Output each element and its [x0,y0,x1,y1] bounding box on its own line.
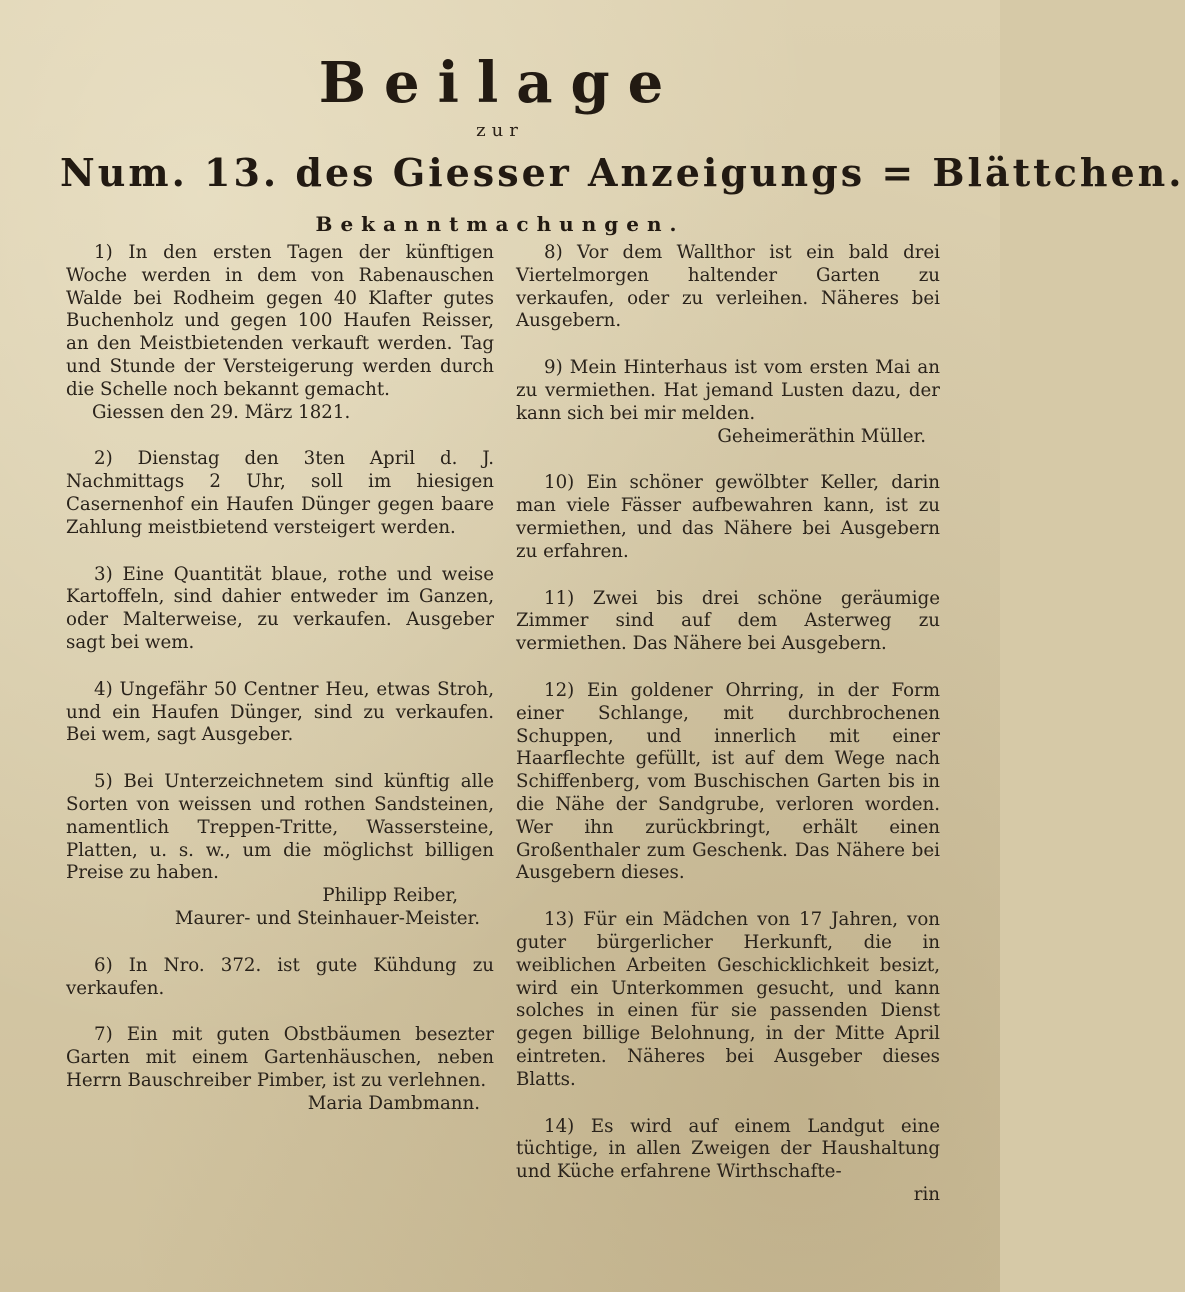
notice-10 [516,472,940,563]
notice-text: 14) Es wird auf einem Landgut eine tüchtige, in allen Zweigen der Haushaltung und Küche erfahrene Wirthschafte- [516,1115,940,1183]
notice-9 [516,357,940,448]
notice-2 [66,448,494,539]
title-connector: zur [476,120,524,141]
notice-text: 6) In Nro. 372. ist gute Kühdung zu verkaufen. [66,954,494,999]
notice-signature: Maria Dambmann. [307,1092,480,1114]
right-column [516,242,940,1231]
notice-11 [516,588,940,656]
notice-text: 8) Vor dem Wallthor ist ein bald drei Viertelmorgen haltender Garten zu verkaufen, oder zu verleihen. Näheres bei Ausgebern. [516,242,940,332]
notice-12 [516,680,940,885]
notice-text: 3) Eine Quantität blaue, rothe und weise Kartoffeln, sind dahier entweder im Ganzen, oder Malterweise, zu verkaufen. Ausgeber sagt bei wem. [66,563,494,653]
notice-1 [66,242,494,424]
notice-text: 9) Mein Hinterhaus ist vom ersten Mai an zu vermiethen. Hat jemand Lusten dazu, der kann sich bei mir melden. [516,357,940,424]
page-subtitle: Num. 13. des Giesser Anzeigungs = Blättchen. [60,150,1185,195]
notice-text: 12) Ein goldener Ohrring, in der Form einer Schlange, mit durchbrochenen Schuppen, und innerlich mit einer Haarflechte gefüllt, ist auf dem Wege nach Schiffenberg, vom Buschischen Garten bis in die Nähe der Sandgrube, verloren worden. Wer ihn zurückbringt, erhält einen Großenthaler zum Geschenk. Das Nähere bei Ausgebern dieses. [516,679,940,884]
notice-signature-title: Maurer- und Steinhauer-Meister. [174,907,480,929]
notice-text: 13) Für ein Mädchen von 17 Jahren, von guter bürgerlicher Herkunft, die in weiblichen Arbeiten Geschicklichkeit besizt, wird ein Unterkommen gesucht, und kann solches in einen für sie passenden Dienst gegen billige Belohnung, in der Mitte April eintreten. Näheres bei Ausgeber dieses Blatts. [516,909,940,1090]
notice-signature: Geheimeräthin Müller. [717,425,926,447]
notice-text: 4) Ungefähr 50 Centner Heu, etwas Stroh, und ein Haufen Dünger, sind zu verkaufen. Bei wem, sagt Ausgeber. [66,678,494,746]
notice-text: 10) Ein schöner gewölbter Keller, darin man viele Fässer aufbewahren kann, ist zu vermiethen, und das Nähere bei Ausgebern zu erfahren. [516,472,940,562]
notice-text: 7) Ein mit guten Obstbäumen besezter Garten mit einem Gartenhäuschen, neben Herrn Bauschreiber Pimber, ist zu verlehnen. [66,1024,494,1091]
notice-text: 11) Zwei bis drei schöne geräumige Zimmer sind auf dem Asterweg zu vermiethen. Das Nähere bei Ausgebern. [516,587,940,655]
section-heading: Bekanntmachungen. [315,212,685,236]
notice-7 [66,1024,494,1115]
left-column [66,242,494,1140]
notice-date: Giessen den 29. März 1821. [92,401,351,423]
page-title: Beilage [318,50,682,116]
notice-5 [66,771,494,931]
notice-4 [66,679,494,747]
notice-text: 2) Dienstag den 3ten April d. J. Nachmittags 2 Uhr, soll im hiesigen Casernenhof ein Haufen Dünger gegen baare Zahlung meistbietend versteigert werden. [66,448,494,538]
notice-text: 5) Bei Unterzeichnetem sind künftig alle Sorten von weissen und rothen Sandsteinen, namentlich Treppen-Tritte, Wassersteine, Platten, u. s. w., um die möglichst billigen Preise zu haben. [66,771,494,884]
notice-signature: Philipp Reiber, [322,885,458,907]
notice-continuation: rin [913,1183,940,1205]
notice-13 [516,909,940,1091]
notice-8 [516,242,940,333]
notice-14 [516,1116,940,1207]
notice-text: 1) In den ersten Tagen der künftigen Woche werden in dem von Rabenauschen Walde bei Rodheim gegen 40 Klafter gutes Buchenholz und gegen 100 Haufen Reisser, an den Meistbietenden verkauft werden. Tag und Stunde der Versteigerung werden durch die Schelle noch bekannt gemacht. [66,242,494,400]
notice-3 [66,564,494,655]
notice-6 [66,955,494,1001]
